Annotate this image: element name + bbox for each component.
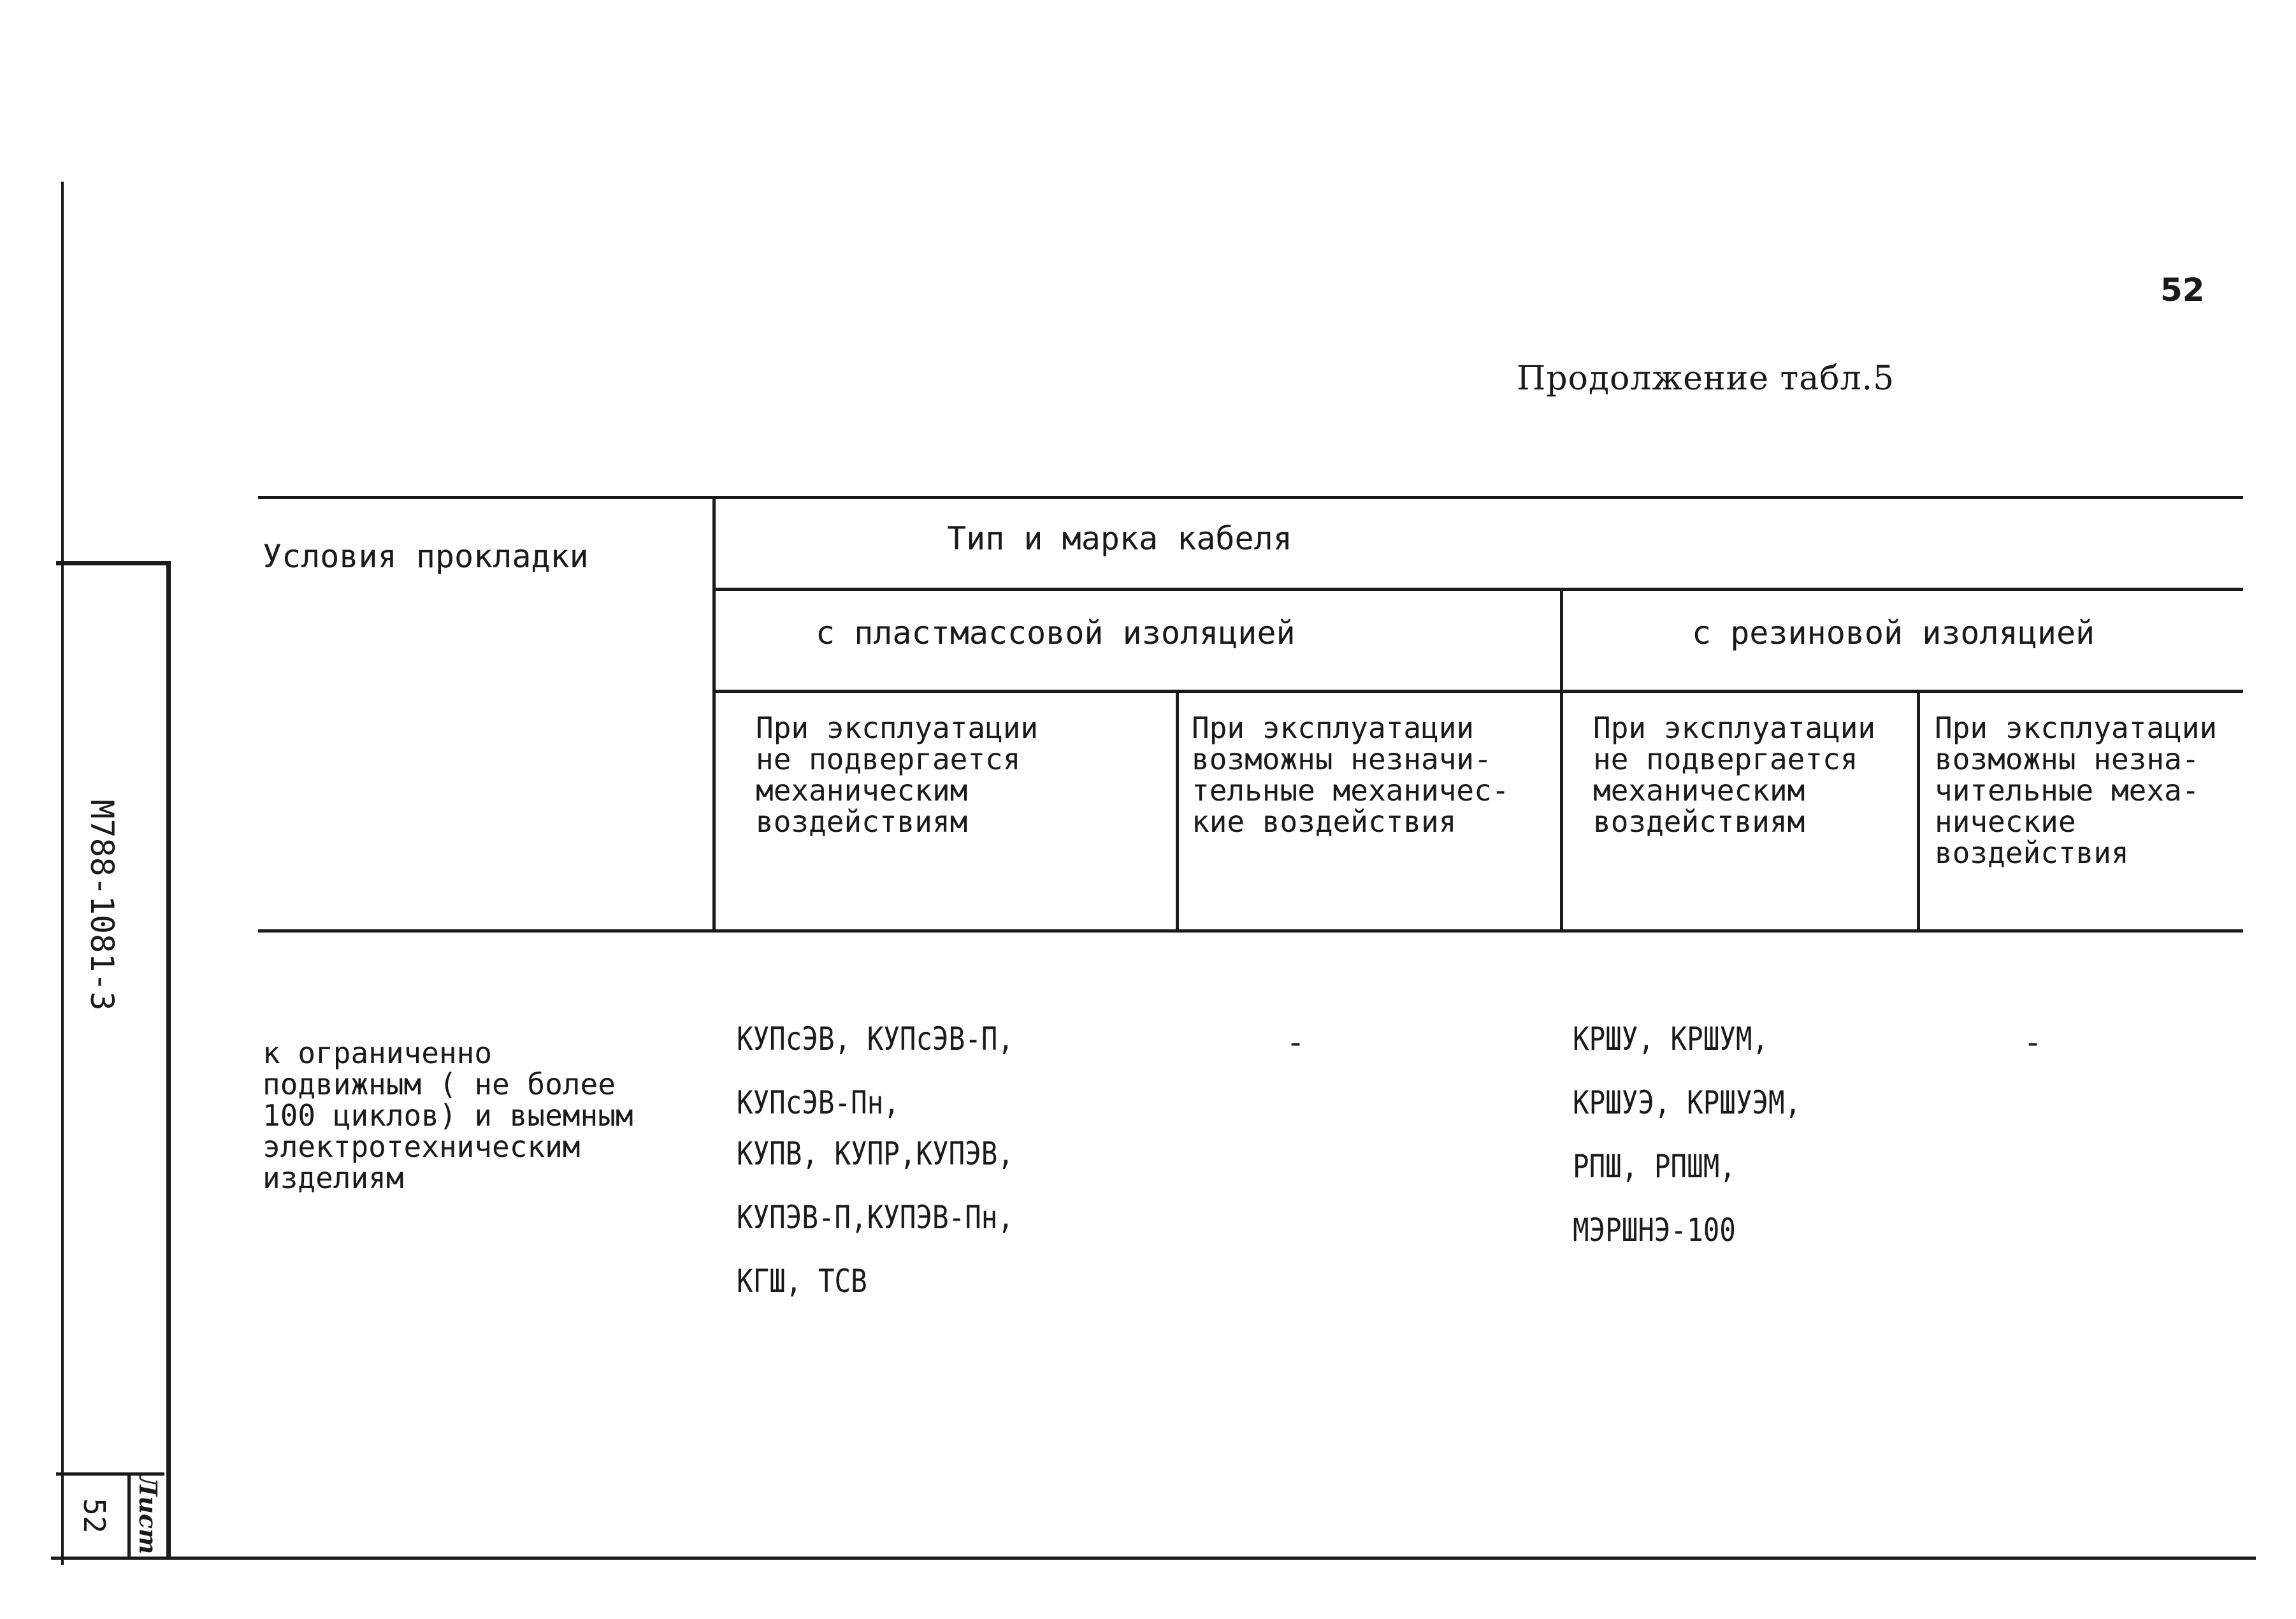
header-bottom-line: [258, 929, 2243, 933]
subheader-plastic-no-impact: При эксплуатации не подвергается механическим воздействиям: [756, 711, 1039, 839]
cable-brand-line: МЭРШНЭ-100: [1573, 1212, 1736, 1249]
header-group-rubber: с резиновой изоляцией: [1692, 614, 2095, 651]
cable-brand-line: КГШ, ТСВ: [737, 1263, 867, 1300]
col-divider-conditions: [712, 496, 716, 933]
table-top-line-left: [258, 496, 717, 499]
header-group-plastic: с пластмассовой изоляцией: [816, 614, 1296, 651]
row-conditions: к ограниченно подвижным ( не более 100 циклов) и выемным электротехническим изделиям: [263, 1036, 633, 1195]
row-plastic-minor-impact: -: [1286, 1024, 1306, 1061]
document-code: М788-1081-3: [83, 799, 120, 1011]
row-rubber-minor-impact: -: [2023, 1024, 2043, 1061]
header-divider-2: [714, 690, 2243, 693]
cable-brand-line: КУПВ, КУПР,КУПЭВ,: [737, 1135, 1014, 1172]
cable-brand-line: КРШУ, КРШУМ,: [1573, 1020, 1769, 1057]
header-conditions: Условия прокладки: [263, 538, 589, 575]
cable-brand-line: КУПЭВ-П,КУПЭВ-Пн,: [737, 1199, 1014, 1236]
row-plastic-no-impact: [737, 1020, 1063, 1316]
cable-brand-line: КУПсЭВ, КУПсЭВ-П,: [737, 1020, 1014, 1057]
sheet-label: Лист: [134, 1474, 162, 1555]
header-type-brand: Тип и марка кабеля: [947, 520, 1292, 557]
stamp-frame: [56, 561, 171, 1558]
col-divider-group: [1560, 588, 1563, 932]
sheet-divider: [127, 1472, 131, 1557]
cable-brand-line: КУПсЭВ-Пн,: [737, 1084, 900, 1121]
sheet-number: 52: [77, 1498, 112, 1534]
bottom-edge-line: [51, 1557, 2256, 1560]
cable-brand-line: РПШ, РПШМ,: [1573, 1148, 1736, 1185]
col-divider-plastic: [1176, 690, 1179, 929]
continuation-title: Продолжение табл.5: [1517, 359, 1895, 398]
subheader-rubber-minor-impact: При эксплуатации возможны незна- чительные меха- нические воздействия: [1935, 711, 2218, 870]
col-divider-rubber: [1917, 690, 1920, 929]
row-rubber-no-impact: [1573, 1020, 1841, 1265]
subheader-plastic-minor-impact: При эксплуатации возможны незначи- тельные механичес- кие воздействия: [1192, 711, 1510, 839]
subheader-rubber-no-impact: При эксплуатации не подвергается механическим воздействиям: [1593, 711, 1876, 839]
page-number: 52: [2160, 272, 2205, 309]
cable-brand-line: КРШУЭ, КРШУЭМ,: [1573, 1084, 1801, 1121]
table-top-line: [714, 496, 2243, 499]
header-divider-1: [714, 588, 2243, 591]
